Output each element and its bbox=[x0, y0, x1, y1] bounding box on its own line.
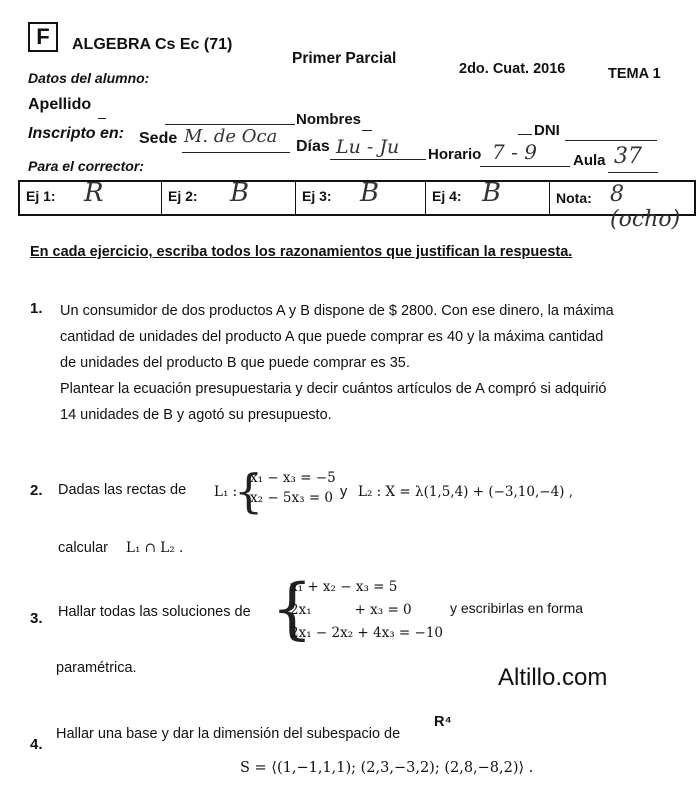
nombres-label: Nombres bbox=[296, 111, 362, 128]
dias-label: Días bbox=[296, 138, 330, 155]
inscripto-label: Inscripto en: bbox=[28, 125, 125, 142]
grade-cell-ej1 bbox=[20, 178, 162, 214]
question-4-number: 4. bbox=[30, 736, 43, 753]
equation: x₁ + x₂ − x₃ = 5 bbox=[290, 579, 398, 595]
connector-y: y bbox=[340, 484, 348, 500]
aula-value: 37 bbox=[614, 144, 642, 169]
grade-label: Nota: bbox=[556, 190, 592, 206]
question-2-calc: calcular bbox=[58, 540, 108, 556]
sede-label: Sede bbox=[139, 130, 178, 147]
line-l1-label: L₁ : bbox=[214, 484, 238, 500]
intersection-expression: L₁ ∩ L₂ . bbox=[126, 540, 184, 556]
system-brace: { bbox=[234, 464, 264, 518]
question-1-number: 1. bbox=[30, 300, 43, 317]
sede-value: M. de Oca bbox=[184, 126, 278, 147]
question-4-text: Hallar una base y dar la dimensión del subespacio de bbox=[56, 726, 401, 742]
question-2-number: 2. bbox=[30, 482, 43, 499]
instructions: En cada ejercicio, escriba todos los razonamientos que justifican la respuesta. bbox=[30, 244, 573, 260]
horario-value: 7 - 9 bbox=[492, 140, 537, 164]
dias-value: Lu - Ju bbox=[336, 136, 400, 158]
question-1-line: 14 unidades de B y agotó su presupuesto. bbox=[60, 407, 332, 423]
tema-letter-box: F bbox=[28, 22, 58, 52]
grade-cell-ej3 bbox=[296, 178, 426, 214]
grade-value: 8 (ocho) bbox=[610, 182, 681, 232]
question-3-param: paramétrica. bbox=[56, 660, 137, 676]
question-1-line: Plantear la ecuación presupuestaria y decir cuántos artículos de A compró si adquirió bbox=[60, 381, 607, 397]
equation: 2x₁ + x₃ = 0 bbox=[290, 602, 412, 618]
corrector-label: Para el corrector: bbox=[28, 158, 144, 174]
question-1-line: Un consumidor de dos productos A y B dispone de $ 2800. Con ese dinero, la máxima bbox=[60, 303, 614, 319]
question-3-tail: y escribirlas en forma bbox=[450, 600, 584, 616]
equation: 2x₁ − 2x₂ + 4x₃ = −10 bbox=[290, 625, 444, 641]
question-1-text bbox=[60, 298, 614, 428]
question-1-line: cantidad de unidades del producto A que puede comprar es 40 y la máxima cantidad bbox=[60, 329, 604, 345]
grade-label: Ej 3: bbox=[302, 188, 332, 204]
question-3-number: 3. bbox=[30, 610, 43, 627]
grade-value: B bbox=[230, 178, 250, 208]
period: 2do. Cuat. 2016 bbox=[459, 61, 566, 77]
grade-value: R bbox=[84, 178, 104, 208]
nombres-field[interactable] bbox=[362, 130, 372, 131]
question-3-intro: Hallar todas las soluciones de bbox=[58, 604, 251, 620]
exam-title: Primer Parcial bbox=[292, 50, 397, 67]
student-section-label: Datos del alumno: bbox=[28, 70, 150, 86]
grade-cell-ej4 bbox=[426, 178, 550, 214]
question-2-intro: Dadas las rectas de bbox=[58, 482, 187, 498]
line-l1-system bbox=[250, 468, 336, 508]
r4-space: R⁴ bbox=[434, 714, 452, 730]
grade-table bbox=[18, 178, 696, 232]
grade-label: Ej 2: bbox=[168, 188, 198, 204]
apellido-field[interactable] bbox=[165, 124, 295, 125]
dni-field[interactable] bbox=[565, 140, 657, 141]
line-l2-equation: L₂ : X = λ(1,5,4) + (−3,10,−4) , bbox=[358, 484, 574, 500]
apellido-label: Apellido bbox=[28, 96, 92, 113]
grade-label: Ej 1: bbox=[26, 188, 56, 204]
dni-label: DNI bbox=[534, 122, 560, 139]
aula-label: Aula bbox=[573, 152, 606, 169]
equation: x₁ − x₃ = −5 bbox=[250, 470, 336, 486]
grade-label: Ej 4: bbox=[432, 188, 462, 204]
grade-cell-ej2 bbox=[162, 178, 296, 214]
grade-cell-nota bbox=[550, 182, 694, 232]
equation: x₂ − 5x₃ = 0 bbox=[250, 490, 334, 506]
subspace-set: S = ⟨(1,−1,1,1); (2,3,−3,2); (2,8,−8,2)⟩ . bbox=[240, 760, 534, 776]
grade-value: B bbox=[360, 178, 380, 208]
grade-value: B bbox=[482, 178, 502, 208]
course-title: ALGEBRA Cs Ec (71) bbox=[72, 36, 233, 53]
question-3-system bbox=[290, 576, 443, 645]
watermark: Altillo.com bbox=[498, 664, 608, 691]
tema: TEMA 1 bbox=[608, 66, 661, 82]
horario-label: Horario bbox=[428, 146, 482, 163]
question-1-line: de unidades del producto B que puede comprar es 35. bbox=[60, 355, 410, 371]
system-brace: { bbox=[271, 570, 313, 647]
